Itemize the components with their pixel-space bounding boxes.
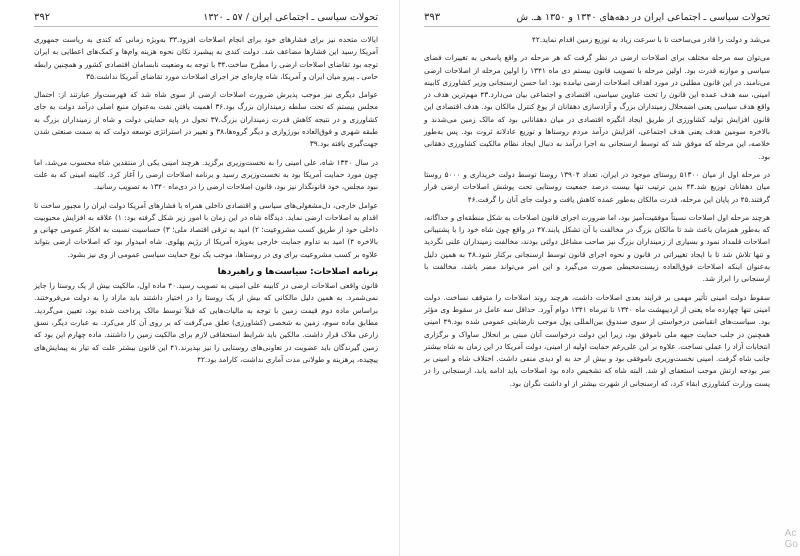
left-paragraph: قانون واقعی اصلاحات ارضی در کابینه علی امینی به تصویب رسید.۴۰ ماده اول، مالکیت بیش از یک روستا را جایز نمی‌شمرد. به همین دلیل مالکانی که بیش از یک روستا را در اختیار داشتند باید مازاد را به دولت می‌فروختند. براساس ماده دوم قیمت زمین با توجه به مالیات‌هایی که قبلاً توسط مالک پرداخت شده بود، تعیین می‌گردید. مطابق ماده سوم، زمین به شخصی (کشاورزی) تعلق می‌گرفت که بر روی آن کار می‌کرد. به عبارت دیگر، نسق زارعی ملاک قرار داشت. مالکین باید شرایط استحقاقی لازم برای مالکیت زمین را داشتند. ماده چهارم این بود که زمین گیرندگان باید عضویت در تعاونی‌های روستایی را نیز بپذیرند.۴۱ این قانون بیشتر علت که تیار به پیمایش‌های پیچیده، پرهزینه و طولانی مدت آماری نداشت، کارامد بود.۴۲ [34, 281, 378, 364]
left-paragraph: عوامل دیگری نیز موجب پذیرش ضرورت اصلاحات ارضی از سوی شاه شد که فهرست‌وار عبارتند از: احتمال مجلس بیستم که تحت سلطه زمینداران بزرگ بود.۳۶ اهمیت یافتن نقت به‌عنوان منبع اصلی درآمد دولت به جای کشاورزی و در نتیجه کاهش قدرت زمینداران بزرگ.۳۷ تحول در پایه حمایتی دولت و شاه از زمینداران بزرگ به طبقه شهری و فوق‌العاده بورژوازی و دیگر گروه‌ها،۳۸ و تغییر در استراتژی توسعه دولت که به سمت صنعتی شدن جهت‌گیری یافته بود.۳۹ [34, 90, 379, 149]
left-paragraph: عوامل خارجی، دل‌مشغولی‌های سیاسی و اقتصادی داخلی همراه با فشارهای آمریکا دولت ایران را مجبور ساخت تا اقدام به اصلاحات ارضی نماید. دیدگاه شاه در این زمان با امور زیر شکل گرفته بود: ۱) علاقه به افزایش محبوبیت داخلی خود از طریق کسب مشروعیت؛ ۲) امید به ترقی اقتصاد ملی؛ ۳) حساسیت نسبت به افکار عمومی جهانی و بالاخره ۴) امید به تداوم حمایت خارجی به‌ویژه آمریکا از رژیم پهلوی. شاه امیدوار بود که اصلاحات ارضی بتواند علاوه بر کسب مشروعیت برای وی در روستاها، موجب یک نوع حمایت سیاسی عمومی از وی نیز بشود. [34, 200, 379, 259]
watermark-line-2: Go [784, 539, 798, 550]
right-page-number: ۳۹۳ [424, 12, 441, 23]
right-paragraph: در مرحله اول از میان ۵۱۳۰۰ روستای موجود در ایران، تعداد ۱۳۹۰۴ روستا توسط دولت خریداری و ۵۰۰۰ روستا میان دهقانان توزیع شد.۴۴ بدین ترتیب تنها بیست درصد جمعیت روستایی تحت پوشش اصلاحات ارضی قرار گرفتند.۴۵ در پایان این مرحله، قدرت مالکان به‌طور عمده کاهش یافت و دولت جای آنان را گرفت.۴۶ [424, 169, 770, 204]
section-heading: برنامه اصلاحات: سیاست‌ها و راهبردها [217, 267, 378, 278]
right-running-head [424, 12, 770, 27]
left-paragraph: در سال ۱۳۴۰ شاه، علی امینی را به نخست‌وزیری برگزید. هرچند امینی یکی از منتقدین شاه محسوب می‌شد، اما چون مورد حمایت آمریکا بود به نخست‌وزیری رسید و برنامه اصلاحات ارضی را آغاز کرد. کابینه امینی که به علت نبود مجلس، خود قانونگذار نیز بود، قانون اصلاحات ارضی را در دی‌ماه ۱۳۴۰ به تصویب رسانید. [34, 157, 378, 192]
right-paragraph: هرچند مرحله اول اصلاحات نسبتاً موفقیت‌آمیز بود، اما ضرورت اجرای قانون اصلاحات به شکل منطقه‌ای و جداگانه، که به‌طور همزمان باعث شد تا مالکان بزرگ در مخالفت با آن تشکل یابند.۴۷ در واقع چون شاه خود را با پشتیبانی اصلاحات قلمداد نمود و بسیاری از زمینداران بزرگ نیز صاحب مشاغل دولتی بودند، مخالفت زمینداران علنی نگردید و تنها تلاش شد تا با ایجاد تغییراتی در قانون و نحوه اجرای قانون توسط ارسنجانی برکنار شود.۴۸ به همین دلیل به‌عنوان اینکه اصلاحات فوق‌العاده زیست‌محیطی صورت می‌گیرد و این امر می‌تواند مضر باشد، مخالفت با ارسنجانی را ابراز شد. [424, 212, 770, 284]
left-running-head-title: تحولات سیاسی ـ اجتماعی ایران / ۵۷ ـ ۱۳۲۰ [203, 12, 378, 23]
right-paragraph: می‌شد و دولت را قادر می‌ساخت تا با سرعت زیاد به توزیع زمین اقدام نماید.۴۲ [531, 35, 770, 44]
right-paragraph: سقوط دولت امینی تأثیر مهمی بر فرایند بعدی اصلاحات داشت، هرچند روند اصلاحات را متوقف نساخت. دولت امینی تنها چهارده ماه یعنی از اردیبهشت ماه ۱۳۴۰ تا تیرماه ۱۳۴۱ دوام آورد. حداقل سه عامل در سقوط وی مؤثر بود. سیاست‌های انقباضی درخواستی از سوی صندوق بین‌المللی پول موجب نارضایتی عمومی شده بود.۴۹ امینی همچنین در جلب حمایت جبهه ملی ناموفق بود، زیرا این دولت درخواست آنان مبنی بر انحلال ساواک و برگزاری انتخابات آزاد را عملی نساخت. علاوه بر این علی‌رغم حمایت اولیه از امینی، دولت آمریکا در این زمان به شاه بیشتر جانب شاه گرفت. امینی نخست‌وزیری ناموفقی بود و بیش از حد به او دیدی منفی داشت. اختلاف شاه و امینی بر سر بودجه ارتش موجب استعفای او شد. البته شاه که تشخیص داده بود اصلاحات باید ادامه یابد، ارسنجانی را در پست وزارت کشاورزی ابقاء کرد، که ارسنجانی از شهرت بیشتر از او داشت نگران بود. [424, 292, 770, 388]
left-running-head [34, 12, 378, 27]
left-page-number: ۳۹۲ [34, 12, 51, 23]
right-page [400, 0, 800, 556]
left-paragraph: ایالات متحده نیز برای فشارهای خود برای انجام اصلاحات افزود.۳۳ به‌ویژه زمانی که کندی به ریاست جمهوری آمریکا رسید این فشارها مضاعف شد. دولت کندی به پیشبرد تکان نحوه هزینه وام‌ها و کمک‌های اعطایی به ایران توجه بود تقاضای اصلاحات ارضی را مطرح ساخت.۳۴ با توجه به وضعیت نابسامان اقتصادی کشور و همچنین رابطه حامی ـ پیرو میان ایران و آمریکا، شاه چاره‌ای جز اجرای اصلاحات مورد تقاضای آمریکا نداشت.۳۵ [34, 35, 378, 81]
activation-watermark [785, 528, 798, 550]
right-running-head-title: تحولات سیاسی ـ اجتماعی ایران در دهه‌های ۱۳۴۰ و ۱۳۵۰ هـ. ش [516, 12, 770, 23]
right-paragraph: می‌توان سه مرحله مختلف برای اصلاحات ارضی در نظر گرفت که هر مرحله در واقع پاسخی به تغییرات فضای سیاسی و موازنه قدرت بود. اولین مرحله با تصویب قانون بیستم دی ماه ۱۳۴۱ را اولین مرحله از اصلاحات ارضی می‌نامند. در این قانون مطلبی در مورد اهداف اصلاحات ارضی نیامده بود. اما حسن ارسنجانی وزیر کشاورزی کابینه امینی، سه هدف عمده این قانون را تحت عناوین سیاسی، اقتصادی و اجتماعی بیان می‌دارد.۴۳ مهم‌ترین هدف در واقع هدف سیاسی یعنی اضمحلال زمینداران بزرگ و آزادسازی دهقانان از یوغ کنترل مالکان بود. هدف اقتصادی این قانون افزایش تولید کشاورزی از طریق ایجاد انگیزه اقتصادی در میان دهقانانی بود که مالک زمین می‌شدند و بالاخره سومین هدف یعنی هدف اجتماعی، افزایش درآمد مردم روستاها و توزیع عادلانه ثروت بود. پس به‌طور خلاصه، این مرحله که موفق شد که توسط ارسنجانی به اجرا درآمد به دنبال ایجاد نظام مالکیت کشاورزی دهقانی بود. [424, 53, 770, 161]
watermark-line-1: Ac [784, 528, 797, 539]
